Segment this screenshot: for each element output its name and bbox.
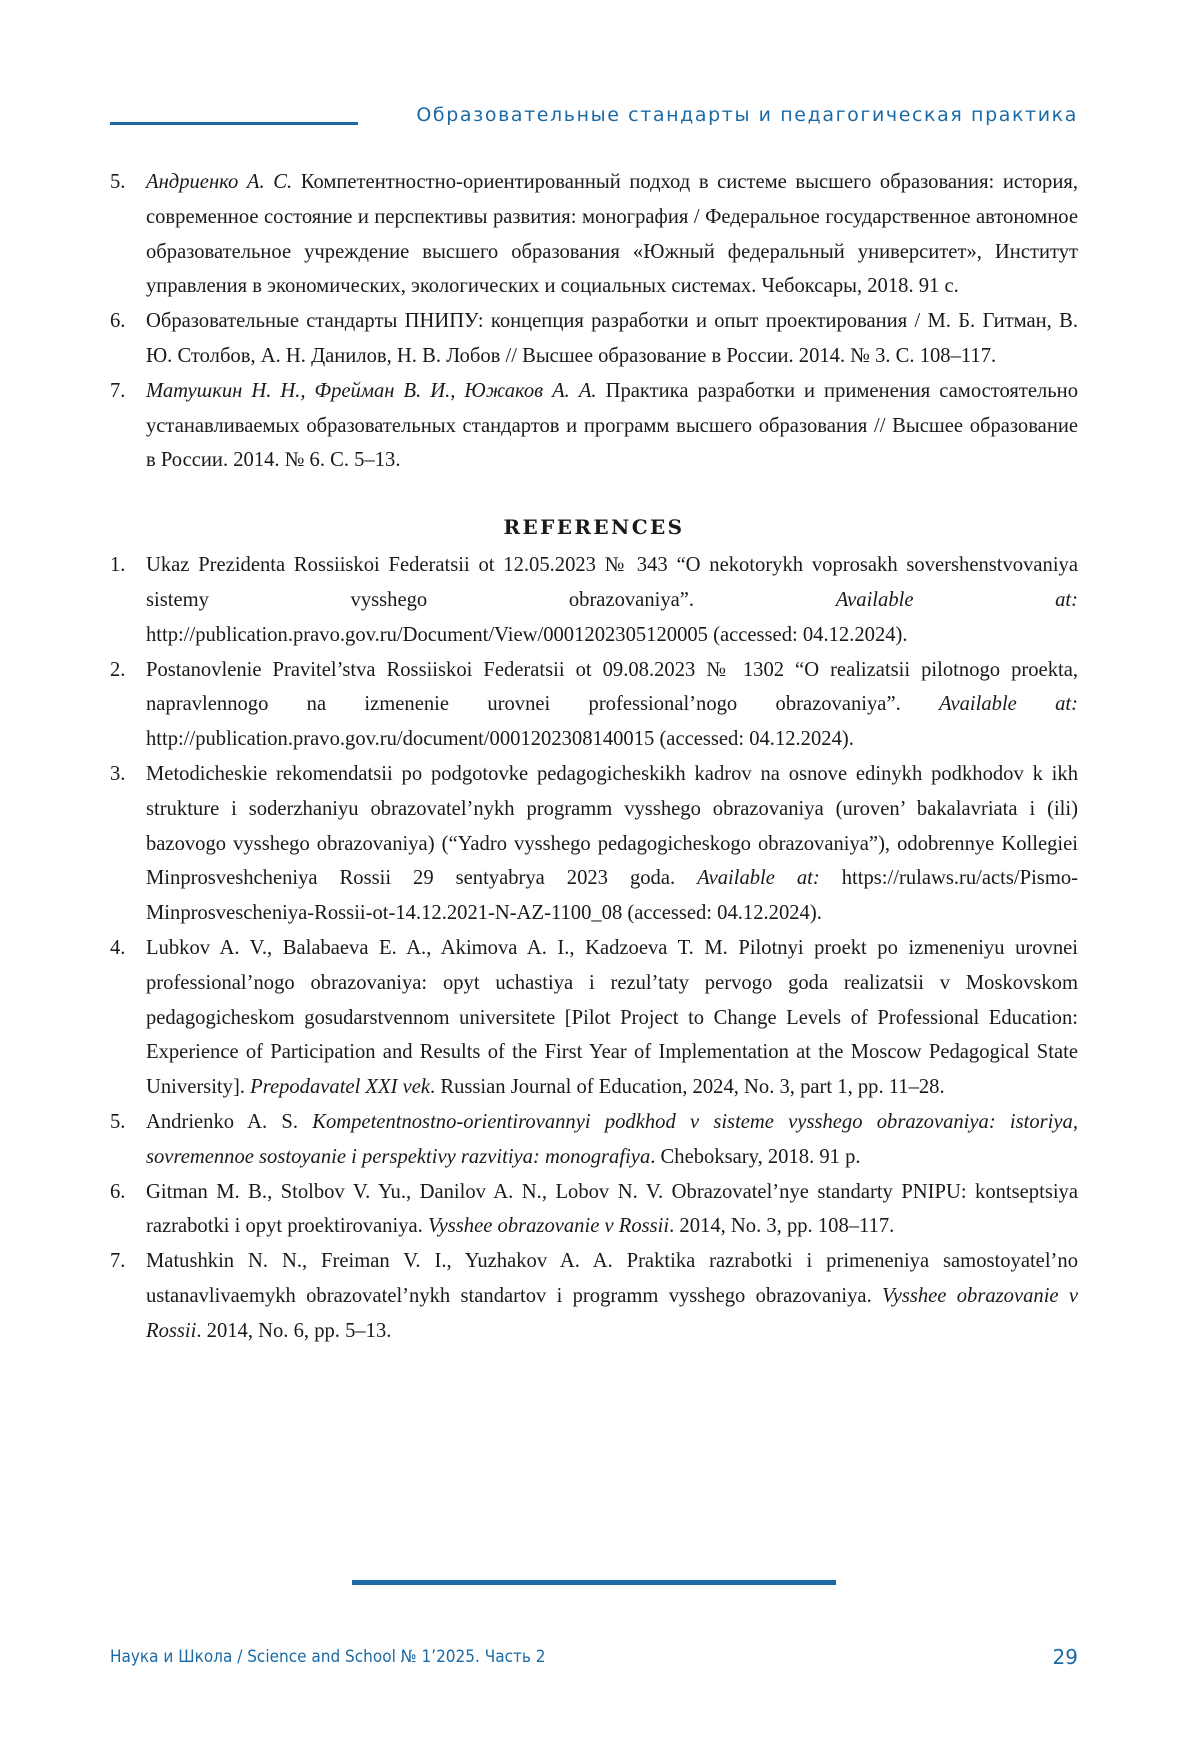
ref-text: Практика разработки и применения самостоятельно устанавливаемых образовательных стандартов и программ высшего образования // Высшее образование в России. 2014. № 6. С. 5–13. xyxy=(146,379,1079,472)
ref-item xyxy=(110,304,1078,374)
ref-number: 7. xyxy=(110,1250,126,1273)
ref-authors: Андриенко А. С. xyxy=(146,171,293,193)
ref-number: 6. xyxy=(110,1180,126,1203)
ref-text: Postanovlenie Pravitel’stva Rossiiskoi Federatsii ot 09.08.2023 № 1302 “O realizatsii pilotnogo proekta, napravlennogo na izmenenie urovnei professional’nogo obrazovaniya”. xyxy=(146,658,1078,716)
english-references-list xyxy=(110,548,1078,1348)
ref-italic: Available at: xyxy=(835,588,1078,611)
ref-text: Metodicheskie rekomendatsii po podgotovke pedagogicheskikh kadrov na osnove edinykh podkhodov k ikh strukture i soderzhaniyu obrazovatel’nykh programm vysshego obrazovaniya (uroven’ bakalavriata i (ili) bazovogo vysshego obrazovaniya) (“Yadro vysshego pedagogicheskogo obrazovaniya”), odobrennye Kollegiei Minprosveshcheniya Rossii 29 sentyabrya 2023 goda. xyxy=(146,762,1078,890)
ref-text: https://rulaws.ru/acts/Pismo-Minprosvescheniya-Rossii-ot-14.12.2021-N-AZ-1100_08 (accessed: 04.12.2024). xyxy=(146,867,1078,925)
ref-number: 7. xyxy=(110,379,126,402)
ref-text: . 2014, No. 3, pp. 108–117. xyxy=(669,1215,895,1238)
journal-name: Наука и Школа / Science and School № 1’2025. Часть 2 xyxy=(110,1647,546,1667)
ref-italic: Vysshee obrazovanie v Rossii xyxy=(427,1215,670,1238)
ref-item xyxy=(110,165,1078,304)
references-heading: REFERENCES xyxy=(503,515,685,540)
ref-item xyxy=(110,757,1078,931)
ref-item xyxy=(110,1175,1078,1245)
ref-text: Gitman M. B., Stolbov V. Yu., Danilov A. N., Lobov N. V. Obrazovatel’nye standarty PNIPU: kontseptsiya razrabotki i opyt proektirovaniya. xyxy=(146,1180,1078,1238)
ref-text: Lubkov A. V., Balabaeva E. A., Akimova A. I., Kadzoeva T. M. Pilotnyi proekt po izmeneniyu urovnei professional’nogo obrazovaniya: opyt uchastiya i rezul’taty pervogo goda realizatsii v Moskovskom pedagogicheskom gosudarstvennom universitete [Pilot Project to Change Levels of Professional Education: Experience of Participation and Results of the First Year of Implementation at the Moscow Pedagogical State University]. xyxy=(146,936,1078,1099)
ref-italic: Vysshee obrazovanie v Rossii xyxy=(146,1284,1078,1342)
ref-item xyxy=(110,653,1078,757)
running-header xyxy=(110,104,1078,134)
ref-text: . 2014, No. 6, pp. 5–13. xyxy=(196,1319,392,1342)
ref-text: Образовательные стандарты ПНИПУ: концепция разработки и опыт проектирования / М. Б. Гитман, В. Ю. Столбов, А. Н. Данилов, Н. В. Лобов // Высшее образование в России. 2014. № 3. С. 108–117. xyxy=(146,310,1078,367)
section-title-header: Образовательные стандарты и педагогическая практика xyxy=(416,104,1078,126)
ref-number: 5. xyxy=(110,171,126,193)
ref-italic: Kompetentnostno-orientirovannyi podkhod v sisteme vysshego obrazovaniya: istoriya, sovremennoe sostoyanie i perspektivy razvitiya: monografiya xyxy=(146,1110,1078,1168)
ref-text: Ukaz Prezidenta Rossiiskoi Federatsii ot 12.05.2023 № 343 “O nekotorykh voprosakh sovershenstvovaniya sistemy vysshego obrazovaniya”. xyxy=(146,554,1078,611)
ref-item xyxy=(110,1105,1078,1175)
ref-number: 6. xyxy=(110,310,126,333)
ref-italic: Available at: xyxy=(697,867,820,890)
ref-text: Компетентностно-ориентированный подход в системе высшего образования: история, современное состояние и перспективы развития: монография / Федеральное государственное автономное образовательное учреждение высшего образования «Южный федеральный университет», Институт управления в экономических, экологических и социальных системах. Чебоксары, 2018. 91 с. xyxy=(146,171,1079,298)
page-footer xyxy=(110,1645,1078,1675)
page-content xyxy=(110,165,1078,1349)
ref-number: 3. xyxy=(110,762,126,785)
ref-text: Andrienko A. S. xyxy=(146,1110,313,1133)
ref-text: Matushkin N. N., Freiman V. I., Yuzhakov A. A. Praktika razrabotki i primeneniya samostoyatel’no ustanavlivaemykh obrazovatel’nykh standartov i programm vysshego obrazovaniya. xyxy=(146,1250,1078,1307)
ref-italic: Prepodavatel XXI vek xyxy=(250,1076,431,1099)
russian-references-list xyxy=(110,165,1078,478)
ref-number: 4. xyxy=(110,936,126,959)
ref-text: http://publication.pravo.gov.ru/document/0001202308140015 (accessed: 04.12.2024). xyxy=(146,728,854,751)
ref-item xyxy=(110,548,1078,652)
ref-item xyxy=(110,1244,1078,1348)
ref-text: http://publication.pravo.gov.ru/Document/View/0001202305120005 (accessed: 04.12.2024). xyxy=(146,623,908,646)
ref-number: 2. xyxy=(110,658,126,681)
header-rule xyxy=(110,122,358,125)
ref-number: 1. xyxy=(110,554,126,577)
ref-text: . Cheboksary, 2018. 91 p. xyxy=(650,1145,861,1168)
bottom-divider xyxy=(352,1580,836,1585)
page-number: 29 xyxy=(1052,1645,1078,1669)
ref-authors: Матушкин Н. Н., Фрейман В. И., Южаков А. А. xyxy=(146,379,597,402)
ref-item xyxy=(110,374,1078,478)
ref-text: . Russian Journal of Education, 2024, No. 3, part 1, pp. 11–28. xyxy=(430,1076,945,1099)
ref-number: 5. xyxy=(110,1110,126,1133)
ref-italic: Available at: xyxy=(939,693,1078,716)
ref-item xyxy=(110,931,1078,1105)
